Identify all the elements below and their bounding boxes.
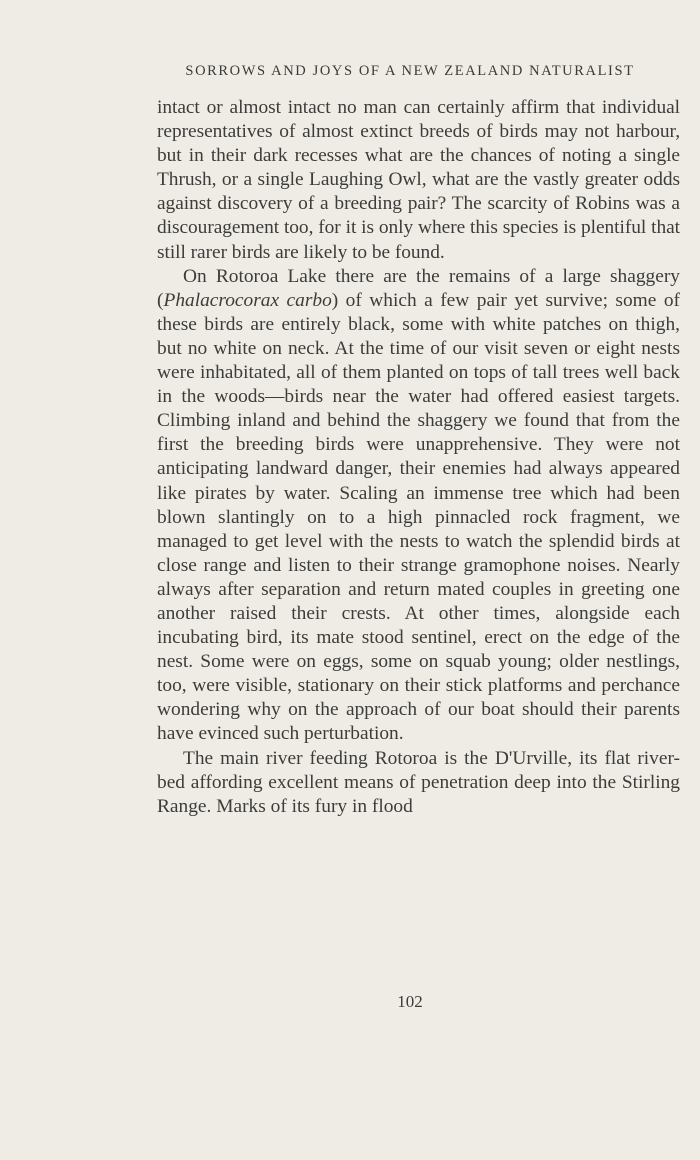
paragraph-2 <box>157 265 680 747</box>
paragraph-3: The main river feeding Rotoroa is the D'Urville, its flat river-bed affording excellent means of penetration deep into the Stirling Range. Marks of its fury in flood <box>157 747 680 817</box>
running-head: SORROWS AND JOYS OF A NEW ZEALAND NATURALIST <box>185 63 635 79</box>
page-number: 102 <box>397 992 423 1011</box>
body-text <box>157 96 680 819</box>
paragraph-2-rest: ) of which a few pair yet survive; some of these birds are entirely black, some with white patches on thigh, but no white on neck. At the time of our visit seven or eight nests were inhabitated, all of them planted on tops of tall trees well back in the woods—birds near the water had offered easiest targets. Climbing inland and behind the shaggery we found that from the first the breeding birds were unapprehensive. They were not anticipating landward danger, their enemies had always appeared like pirates by water. Scaling an immense tree which had been blown slantingly on to a high pinnacled rock fragment, we managed to get level with the nests to watch the splendid birds at close range and listen to their strange gramophone noises. Nearly always after separation and return mated couples in greeting one another raised their crests. At other times, alongside each incubating bird, its mate stood sentinel, erect on the edge of the nest. Some were on eggs, some on squab young; older nestlings, too, were visible, stationary on their stick platforms and perchance wondering why on the approach of our boat should their parents have evinced such perturbation. <box>157 289 680 745</box>
paragraph-2-start: On Rotoroa Lake there are the remains of a large shaggery ( <box>157 265 680 311</box>
species-name: Phalacrocorax carbo <box>163 289 332 311</box>
paragraph-1: intact or almost intact no man can certainly affirm that individual representatives of almost extinct breeds of birds may not harbour, but in their dark recesses what are the chances of noting a single Thrush, or a single Laughing Owl, what are the vastly greater odds against discovery of a breeding pair? The scarcity of Robins was a discouragement too, for it is only where this species is plentiful that still rarer birds are likely to be found. <box>157 97 680 263</box>
